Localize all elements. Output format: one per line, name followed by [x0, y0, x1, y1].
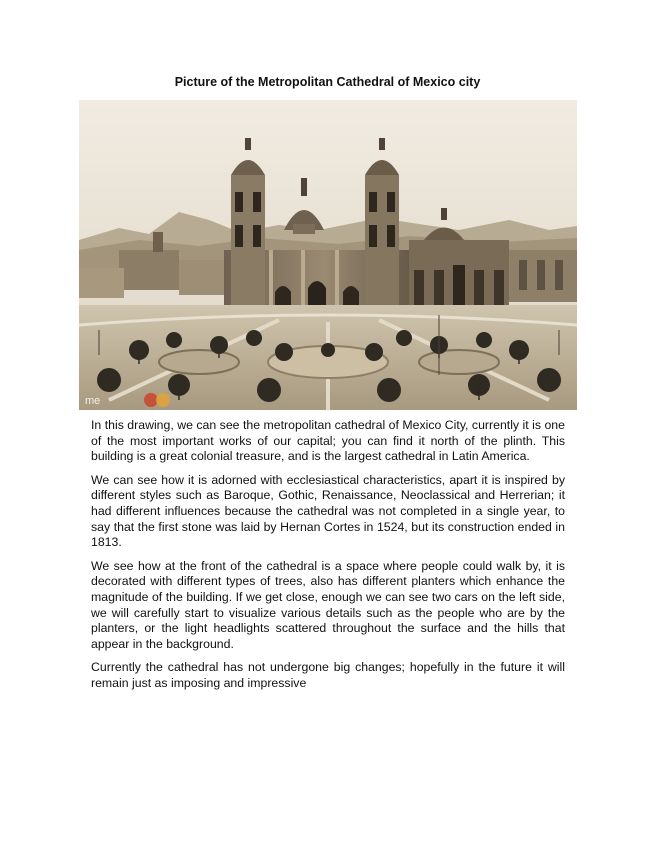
paragraph-3: We see how at the front of the cathedral is a space where people could walk by, it is decorated with different types of trees, also has different planters which enhance the magnitude of the building. If we get close, enough we can see two cars on the left side, we will carefully start to visualize various details such as the people who are by the planters, or the light headlights scattered throughout the surface and the hills that appear in the background.	[91, 558, 565, 651]
photo-watermark: me	[85, 395, 101, 407]
paragraph-4: Currently the cathedral has not undergone big changes; hopefully in the future it will remain just as imposing and impressive	[91, 660, 565, 690]
cathedral-photo	[79, 100, 577, 410]
paragraph-1: In this drawing, we can see the metropolitan cathedral of Mexico City, currently it is one of the most important works of our capital; you can find it north of the plinth. This building is a great colonial treasure, and is the largest cathedral in Latin America.	[91, 418, 565, 464]
paragraph-2: We can see how it is adorned with ecclesiastical characteristics, apart it is inspired by different styles such as Baroque, Gothic, Renaissance, Neoclassical and Herrerian; it had different influences because the cathedral was not completed in a single year, to say that the first stone was laid by Hernan Cortes in 1524, but its construction ended in 1813.	[91, 472, 565, 550]
document-title: Picture of the Metropolitan Cathedral of Mexico city	[174, 75, 481, 89]
document-body	[91, 418, 565, 700]
